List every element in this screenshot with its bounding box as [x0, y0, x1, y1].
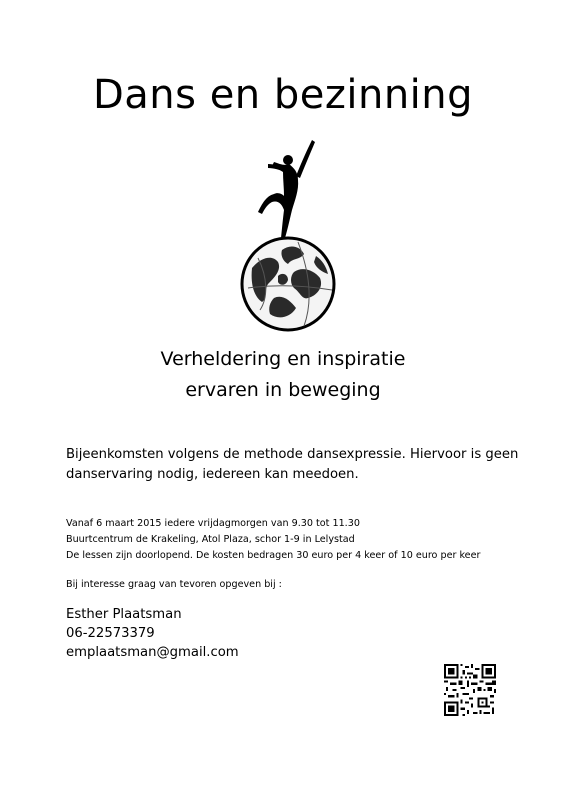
qr-code-icon: [444, 664, 496, 716]
contact-name: Esther Plaatsman: [66, 607, 182, 622]
contact-email: emplaatsman@gmail.com: [66, 645, 239, 660]
details-line-location: Buurtcentrum de Krakeling, Atol Plaza, schor 1-9 in Lelystad: [66, 534, 355, 545]
dancer-on-globe-icon: [238, 138, 338, 334]
subtitle: [0, 344, 566, 406]
details-line-cost: De lessen zijn doorlopend. De kosten bedragen 30 euro per 4 keer of 10 euro per keer: [66, 550, 481, 561]
page-title: Dans en bezinning: [92, 72, 474, 118]
interest-text: Bij interesse graag van tevoren opgeven bij :: [66, 579, 282, 590]
contact-block: [66, 605, 366, 662]
event-details: [66, 516, 536, 564]
intro-text: Bijeenkomsten volgens de methode dansexpressie. Hiervoor is geen danservaring nodig, iedereen kan meedoen.: [66, 447, 519, 482]
contact-phone: 06-22573379: [66, 626, 155, 641]
subtitle-line: Verheldering en inspiratie: [160, 348, 406, 370]
subtitle-line: ervaren in beweging: [185, 379, 381, 401]
details-line-date: Vanaf 6 maart 2015 iedere vrijdagmorgen van 9.30 tot 11.30: [66, 518, 360, 529]
